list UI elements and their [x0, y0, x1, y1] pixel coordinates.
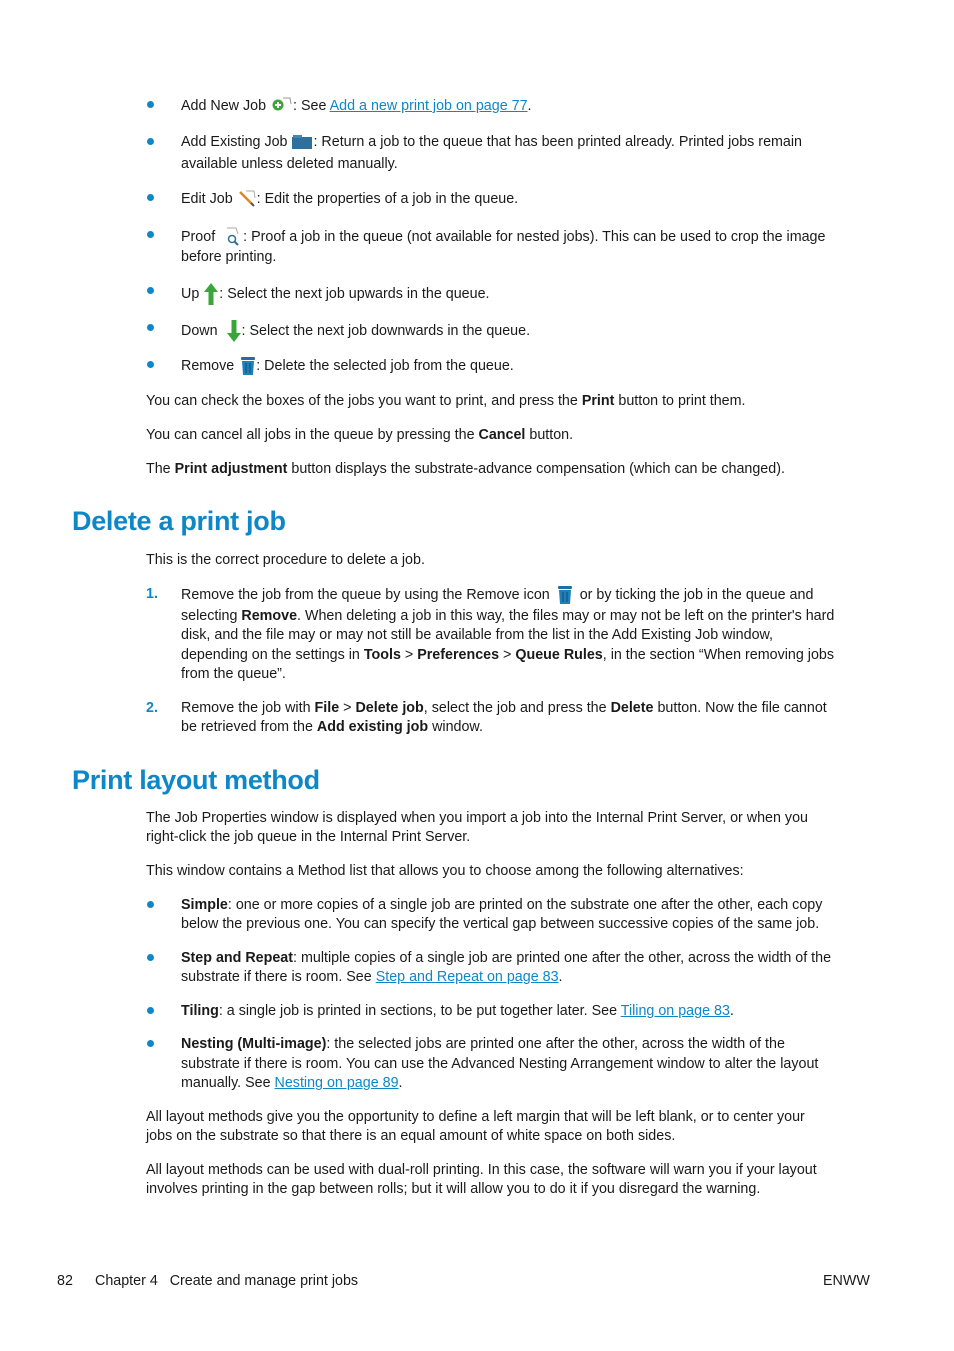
- list-item-add-existing-job-cont: available unless deleted manually.: [181, 156, 398, 172]
- step1-line2: selecting Remove. When deleting a job in this way, the files may or may not be left on the printer's hard: [181, 608, 835, 624]
- add-existing-job-icon: [291, 134, 313, 150]
- paragraph-cancel: You can cancel all jobs in the queue by pressing the Cancel button.: [146, 427, 574, 443]
- step1-line4: depending on the settings in Tools > Preferences > Queue Rules, in the section “When removing jobs: [181, 647, 835, 663]
- list-item-add-new-job: Add New Job : See Add a new print job on page 77.: [181, 96, 532, 116]
- arrow-down-icon: [226, 319, 242, 343]
- layout-p3-line1: All layout methods give you the opportunity to define a left margin that will be left blank, or to center your: [146, 1109, 805, 1125]
- delete-intro: This is the correct procedure to delete a job.: [146, 552, 425, 568]
- bullet-dot: [147, 287, 154, 294]
- method-step-repeat: Step and Repeat: multiple copies of a single job are printed one after the other, across the width of the: [181, 950, 832, 966]
- layout-p1-line2: right-click the job queue in the Internal Print Server.: [146, 829, 471, 845]
- list-item-edit-job: Edit Job : Edit the properties of a job in the queue.: [181, 189, 518, 209]
- step2-line2: be retrieved from the Add existing job window.: [181, 719, 483, 735]
- method-step-repeat-cont: substrate if there is room. See Step and Repeat on page 83.: [181, 969, 563, 985]
- method-simple-cont: below the previous one. You can specify the vertical gap between successive copies of the same job.: [181, 916, 820, 932]
- layout-p4-line1: All layout methods can be used with dual-roll printing. In this case, the software will warn you if your layout: [146, 1162, 817, 1178]
- list-item-remove: Remove : Delete the selected job from the queue.: [181, 356, 514, 376]
- list-item-add-existing-job: Add Existing Job : Return a job to the queue that has been printed already. Printed jobs remain: [181, 134, 803, 150]
- trash-icon: [557, 585, 573, 605]
- list-item-up: Up : Select the next job upwards in the queue.: [181, 282, 490, 306]
- page-number: 82: [57, 1273, 73, 1289]
- heading-delete-print-job: Delete a print job: [72, 506, 286, 536]
- method-nesting-line3: manually. See Nesting on page 89.: [181, 1075, 403, 1091]
- link-step-and-repeat[interactable]: Step and Repeat on page 83: [375, 969, 559, 985]
- method-simple: Simple: one or more copies of a single job are printed on the substrate one after the other, each copy: [181, 897, 823, 913]
- layout-p4-line2: involves printing in the gap between rolls; but it will allow you to do it if you disregard the warning.: [146, 1181, 761, 1197]
- list-item-proof-cont: before printing.: [181, 249, 277, 265]
- add-new-job-icon: [271, 96, 293, 116]
- step1-line1: Remove the job from the queue by using the Remove icon or by ticking the job in the queue and: [181, 585, 813, 605]
- footer-chapter: Chapter 4 Create and manage print jobs: [95, 1273, 359, 1289]
- heading-print-layout-method: Print layout method: [72, 765, 320, 795]
- arrow-up-icon: [203, 282, 219, 306]
- bullet-dot: [147, 231, 154, 238]
- step1-line3: disk, and the file may or may not still be available from the list in the Add Existing Job window,: [181, 627, 774, 643]
- list-item-down: Down : Select the next job downwards in the queue.: [181, 319, 530, 343]
- layout-p1-line1: The Job Properties window is displayed when you import a job into the Internal Print Server, or when you: [146, 810, 808, 826]
- step-number: 2.: [146, 700, 158, 716]
- bullet-dot: [147, 361, 154, 368]
- bullet-dot: [147, 101, 154, 108]
- proof-icon: [221, 226, 243, 248]
- bullet-dot: [147, 1040, 154, 1047]
- bullet-dot: [147, 901, 154, 908]
- method-tiling: Tiling: a single job is printed in sections, to be put together later. See Tiling on page 83.: [181, 1003, 734, 1019]
- bullet-dot: [147, 138, 154, 145]
- step-number: 1.: [146, 586, 158, 602]
- bullet-dot: [147, 194, 154, 201]
- paragraph-print: You can check the boxes of the jobs you want to print, and press the Print button to print them.: [146, 393, 746, 409]
- bullet-dot: [147, 1007, 154, 1014]
- trash-icon: [240, 356, 256, 376]
- step1-line5: from the queue”.: [181, 666, 286, 682]
- edit-job-icon: [237, 189, 257, 209]
- paragraph-print-adjustment: The Print adjustment button displays the substrate-advance compensation (which can be changed).: [146, 461, 785, 477]
- link-tiling[interactable]: Tiling on page 83: [620, 1003, 730, 1019]
- layout-p3-line2: jobs on the substrate so that there is an equal amount of white space on both sides.: [146, 1128, 676, 1144]
- step2-line1: Remove the job with File > Delete job, select the job and press the Delete button. Now the file cannot: [181, 700, 827, 716]
- footer-enww: ENWW: [823, 1273, 870, 1289]
- link-add-new-print-job[interactable]: Add a new print job on page 77: [329, 97, 528, 114]
- method-nesting: Nesting (Multi-image): the selected jobs are printed one after the other, across the width of the: [181, 1036, 785, 1052]
- list-item-proof: Proof : Proof a job in the queue (not available for nested jobs). This can be used to crop the image: [181, 226, 825, 248]
- link-nesting[interactable]: Nesting on page 89: [274, 1075, 399, 1091]
- bullet-dot: [147, 954, 154, 961]
- method-nesting-line2: substrate if there is room. You can use the Advanced Nesting Arrangement window to alter the layout: [181, 1056, 819, 1072]
- layout-p2: This window contains a Method list that allows you to choose among the following alternatives:: [146, 863, 744, 879]
- bullet-dot: [147, 324, 154, 331]
